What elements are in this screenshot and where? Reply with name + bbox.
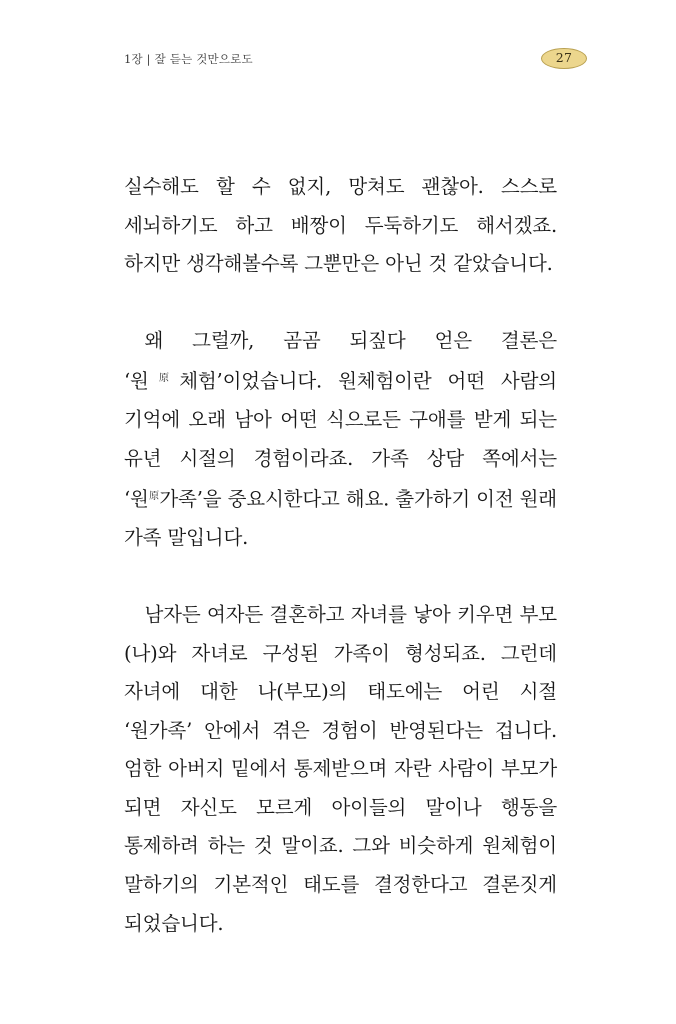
paragraph-2-text-a: 왜 그럴까, 곰곰 되짚다 얻은 결론은 ‘원 [124, 328, 557, 393]
paragraph-2 [124, 322, 557, 558]
page-number-badge [541, 48, 587, 69]
running-head [124, 47, 564, 71]
running-head-text: 1장 | 잘 듣는 것만으로도 [124, 52, 253, 66]
body-text [124, 168, 557, 943]
paragraph-3 [124, 596, 557, 943]
paragraph-1 [124, 168, 557, 284]
page-number: 27 [555, 50, 573, 66]
paragraph-3-text: 남자든 여자든 결혼하고 자녀를 낳아 키우면 부모(나)와 자녀로 구성된 가족이 형성되죠. 그런데 자녀에 대한 나(부모)의 태도에는 어린 시절 ‘원가족’ 안에서 겪은 경험이 반영된다는 겁니다. 엄한 아버지 밑에서 통제받으며 자란 사람이 부모가 되면 자신도 모르게 아이들의 말이나 행동을 통제하려 하는 것 말이죠. 그와 비슷하게 원체험이 말하기의 기본적인 태도를 결정한다고 결론짓게 되었습니다. [124, 602, 557, 935]
paragraph-1-text: 실수해도 할 수 없지, 망쳐도 괜찮아. 스스로 세뇌하기도 하고 배짱이 두둑하기도 해서겠죠. 하지만 생각해볼수록 그뿐만은 아닌 것 같았습니다. [124, 175, 557, 276]
paragraph-2-text-b: 체험’이었습니다. 원체험이란 어떤 사람의 기억에 오래 남아 어떤 식으로든 구애를 받게 되는 유년 시절의 경험이라죠. 가족 상담 쪽에서는 ‘원 [124, 369, 557, 511]
hanja-ruby-won-2: 原 [148, 491, 160, 503]
paragraph-2-text-c: 가족’을 중요시한다고 해요. 출가하기 이전 원래 가족 말입니다. [124, 487, 557, 550]
hanja-ruby-won-1: 原 [148, 373, 179, 385]
